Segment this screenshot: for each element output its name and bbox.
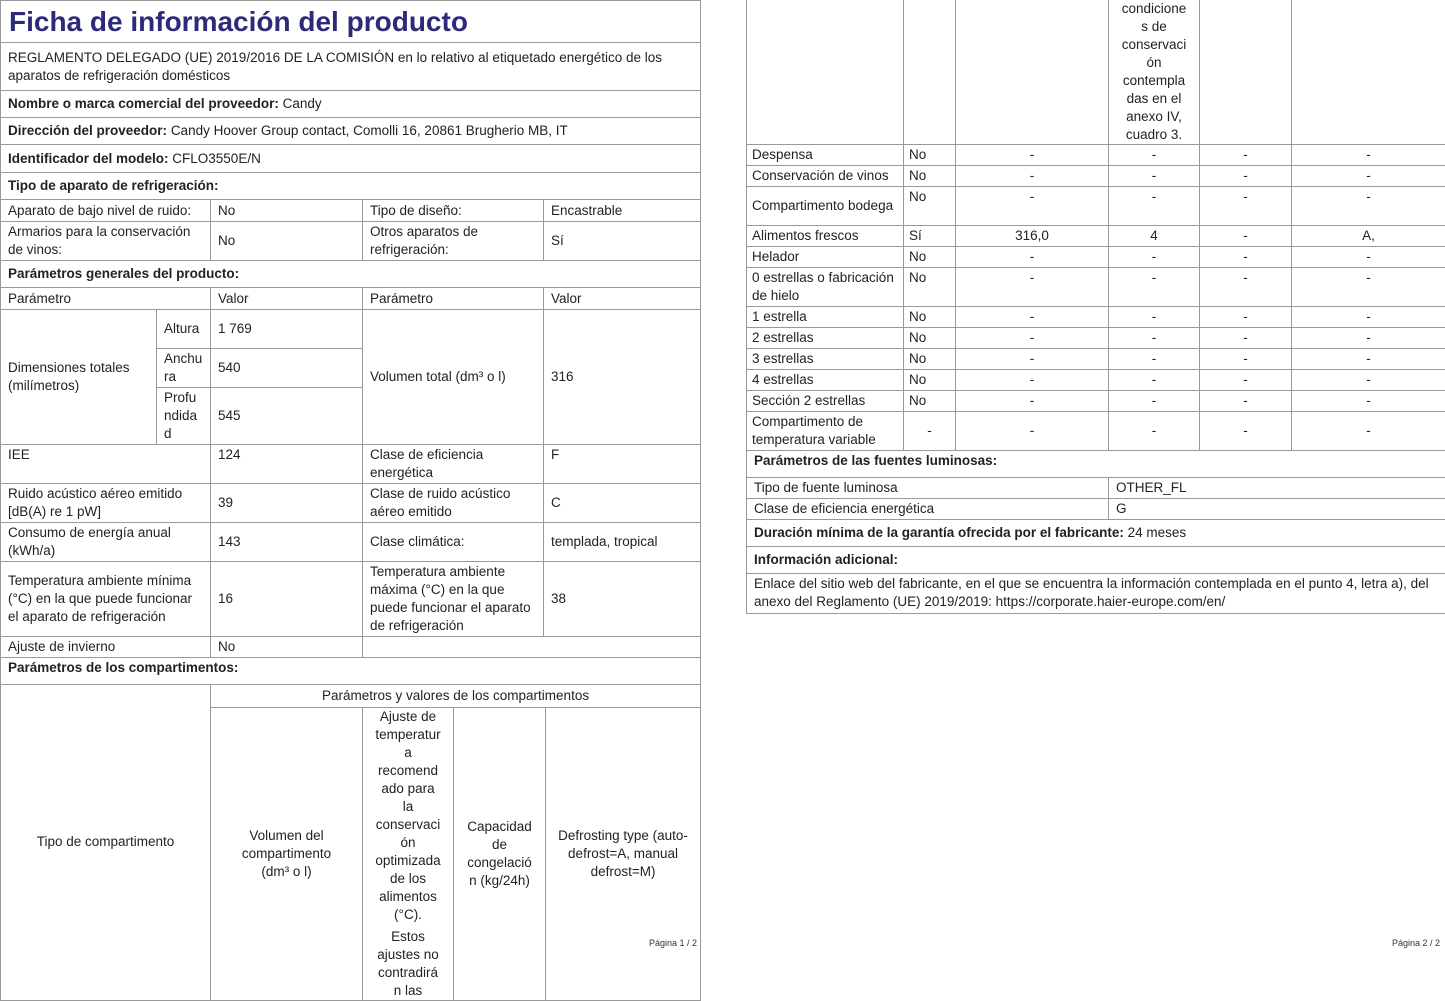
iee-value: 124	[211, 445, 363, 484]
comp-temp: -	[1109, 412, 1200, 451]
table-row	[747, 328, 1445, 349]
comp-present: No	[904, 391, 956, 412]
noise-label: Ruido acústico aéreo emitido [dB(A) re 1 pW]	[1, 484, 211, 523]
comp-temp: -	[1109, 268, 1200, 307]
comp-temp-header-cont-2: condiciones de conservación contempladas en el anexo IV, cuadro 3.	[1109, 0, 1200, 145]
noise-class-value: C	[544, 484, 701, 523]
comp-present: -	[904, 412, 956, 451]
comp-temp: -	[1109, 370, 1200, 391]
additional-row	[747, 573, 1445, 613]
comp-freeze: -	[1200, 268, 1292, 307]
comp-name: 0 estrellas o fabricación de hielo	[747, 268, 904, 307]
comp-defrost: -	[1292, 247, 1445, 268]
comp-volume: -	[956, 247, 1109, 268]
comp-freeze-header: Capacidad de congelación (kg/24h)	[454, 707, 546, 1000]
comp-freeze: -	[1200, 391, 1292, 412]
light-class-value: G	[1109, 498, 1445, 519]
comp-defrost: -	[1292, 307, 1445, 328]
eff-value: F	[544, 445, 701, 484]
cont-empty-3	[956, 0, 1109, 145]
comp-defrost: -	[1292, 145, 1445, 166]
comp-defrost: A,	[1292, 226, 1445, 247]
comp-name: Alimentos frescos	[747, 226, 904, 247]
tmin-label: Temperatura ambiente mínima (°C) en la que puede funcionar el aparato de refrigeración	[1, 562, 211, 637]
cont-empty-5	[1200, 0, 1292, 145]
comp-temp-header: Ajuste de temperatura recomendado para la conservación optimizada de los alimentos (°C).	[375, 708, 441, 924]
additional-heading: Información adicional:	[747, 546, 1445, 573]
address-row	[1, 118, 701, 145]
comp-freeze: -	[1200, 166, 1292, 187]
comp-present: No	[904, 247, 956, 268]
comp-name: 3 estrellas	[747, 349, 904, 370]
table-row	[747, 268, 1445, 307]
comp-defrost: -	[1292, 328, 1445, 349]
comp-volume: -	[956, 391, 1109, 412]
comp-present: No	[904, 166, 956, 187]
comp-volume: -	[956, 412, 1109, 451]
table-row	[747, 226, 1445, 247]
comp-name: Compartimento bodega	[747, 187, 904, 226]
noise-class-label: Clase de ruido acústico aéreo emitido	[363, 484, 544, 523]
climate-label: Clase climática:	[363, 523, 544, 562]
col-param-2: Parámetro	[363, 288, 544, 310]
general-heading: Parámetros generales del producto:	[1, 261, 701, 288]
comp-volume: 316,0	[956, 226, 1109, 247]
comp-temp: -	[1109, 307, 1200, 328]
comp-freeze: -	[1200, 247, 1292, 268]
light-heading: Parámetros de las fuentes luminosas:	[747, 451, 1445, 477]
comp-present: No	[904, 187, 956, 226]
table-row	[747, 145, 1445, 166]
warranty-row	[747, 519, 1445, 546]
comp-present: No	[904, 307, 956, 328]
comp-name: Conservación de vinos	[747, 166, 904, 187]
energy-label: Consumo de energía anual (kWh/a)	[1, 523, 211, 562]
supplier-value: Candy	[283, 96, 322, 111]
iee-label: IEE	[1, 445, 211, 484]
comp-temp: -	[1109, 328, 1200, 349]
table-row	[747, 412, 1445, 451]
depth-label: Profundidad	[157, 388, 211, 445]
height-label: Altura	[157, 310, 211, 349]
comp-temp: -	[1109, 247, 1200, 268]
comp-defrost: -	[1292, 268, 1445, 307]
table-row	[747, 166, 1445, 187]
table-row	[747, 307, 1445, 328]
comp-volume: -	[956, 187, 1109, 226]
cont-empty-2	[904, 0, 956, 145]
eff-label: Clase de eficiencia energética	[363, 445, 544, 484]
comp-present: No	[904, 268, 956, 307]
comp-freeze: -	[1200, 307, 1292, 328]
light-type-label: Tipo de fuente luminosa	[747, 477, 1109, 498]
table-row	[747, 349, 1445, 370]
depth-value: 545	[211, 388, 363, 445]
comp-defrost-header: Defrosting type (auto-defrost=A, manual defrost=M)	[546, 707, 701, 1000]
comp-temp: -	[1109, 349, 1200, 370]
table-row	[747, 370, 1445, 391]
other-value: Sí	[544, 222, 701, 261]
table-row	[747, 391, 1445, 412]
comp-freeze: -	[1200, 370, 1292, 391]
low-noise-label: Aparato de bajo nivel de ruido:	[1, 200, 211, 222]
comp-name: 1 estrella	[747, 307, 904, 328]
comp-name: Compartimento de temperatura variable	[747, 412, 904, 451]
comp-temp: -	[1109, 187, 1200, 226]
comp-freeze: -	[1200, 412, 1292, 451]
comp-present: No	[904, 349, 956, 370]
climate-value: templada, tropical	[544, 523, 701, 562]
comp-defrost: -	[1292, 412, 1445, 451]
col-param: Parámetro	[1, 288, 211, 310]
page-number-1: Página 1 / 2	[649, 938, 697, 948]
comp-freeze: -	[1200, 145, 1292, 166]
comp-name: Sección 2 estrellas	[747, 391, 904, 412]
tmax-value: 38	[544, 562, 701, 637]
winter-value: No	[211, 637, 363, 658]
compartments-table	[746, 0, 1445, 451]
winter-empty	[363, 637, 701, 658]
comp-defrost: -	[1292, 187, 1445, 226]
comp-temp: -	[1109, 145, 1200, 166]
comp-volume: -	[956, 370, 1109, 391]
comp-temp-header-cont: Estos ajustes no contradirán las	[375, 928, 441, 1000]
page-1	[0, 0, 700, 1001]
wine-value: No	[211, 222, 363, 261]
width-label: Anchura	[157, 349, 211, 388]
height-value: 1 769	[211, 310, 363, 349]
table-row	[747, 187, 1445, 226]
address-label: Dirección del proveedor:	[8, 123, 167, 138]
regulation-text: REGLAMENTO DELEGADO (UE) 2019/2016 DE LA COMISIÓN en lo relativo al etiquetado energético de los aparatos de refrigeración domésticos	[1, 43, 701, 91]
address-value: Candy Hoover Group contact, Comolli 16, 20861 Brugherio MB, IT	[171, 123, 568, 138]
comp-volume: -	[956, 166, 1109, 187]
additional-text: Enlace del sitio web del fabricante, en el que se encuentra la información contemplada en el punto 4, letra a), del anexo del Reglamento (UE) 2019/2019:	[754, 576, 1429, 609]
volume-label: Volumen total (dm³ o l)	[363, 310, 544, 445]
manufacturer-link[interactable]: https://corporate.haier-europe.com/en/	[996, 594, 1226, 609]
comp-name: Helador	[747, 247, 904, 268]
page-2	[746, 0, 1445, 614]
model-row	[1, 145, 701, 173]
supplier-label: Nombre o marca comercial del proveedor:	[8, 96, 279, 111]
product-info-table	[0, 0, 701, 685]
light-class-label: Clase de eficiencia energética	[747, 498, 1109, 519]
comp-defrost: -	[1292, 391, 1445, 412]
comp-temp: -	[1109, 166, 1200, 187]
comp-name: 2 estrellas	[747, 328, 904, 349]
design-label: Tipo de diseño:	[363, 200, 544, 222]
other-label: Otros aparatos de refrigeración:	[363, 222, 544, 261]
comp-temp: -	[1109, 391, 1200, 412]
col-value: Valor	[211, 288, 363, 310]
low-noise-value: No	[211, 200, 363, 222]
comp-volume: -	[956, 268, 1109, 307]
cont-empty-1	[747, 0, 904, 145]
compartments-header-table	[0, 685, 701, 1001]
comp-freeze: -	[1200, 328, 1292, 349]
noise-value: 39	[211, 484, 363, 523]
supplier-row	[1, 91, 701, 118]
comp-volume: -	[956, 349, 1109, 370]
comp-volume: -	[956, 145, 1109, 166]
model-value: CFLO3550E/N	[172, 151, 261, 166]
energy-value: 143	[211, 523, 363, 562]
comp-name: 4 estrellas	[747, 370, 904, 391]
comp-freeze: -	[1200, 349, 1292, 370]
volume-value: 316	[544, 310, 701, 445]
comp-defrost: -	[1292, 349, 1445, 370]
comp-present: No	[904, 145, 956, 166]
light-type-value: OTHER_FL	[1109, 477, 1445, 498]
page-title: Ficha de información del producto	[1, 1, 701, 43]
tmin-value: 16	[211, 562, 363, 637]
page-number-2: Página 2 / 2	[1392, 938, 1440, 948]
comp-type-header: Tipo de compartimento	[1, 685, 211, 1000]
comp-freeze: -	[1200, 187, 1292, 226]
winter-label: Ajuste de invierno	[1, 637, 211, 658]
type-heading: Tipo de aparato de refrigeración:	[1, 173, 701, 200]
cont-empty-6	[1292, 0, 1445, 145]
comp-volume: -	[956, 307, 1109, 328]
warranty-label: Duración mínima de la garantía ofrecida por el fabricante:	[754, 525, 1124, 540]
warranty-value: 24 meses	[1128, 525, 1187, 540]
design-value: Encastrable	[544, 200, 701, 222]
comp-present: Sí	[904, 226, 956, 247]
width-value: 540	[211, 349, 363, 388]
comp-freeze: -	[1200, 226, 1292, 247]
comp-heading: Parámetros de los compartimentos:	[1, 658, 701, 685]
comp-params-header: Parámetros y valores de los compartimentos	[211, 685, 701, 707]
comp-defrost: -	[1292, 370, 1445, 391]
comp-present: No	[904, 328, 956, 349]
comp-volume-header: Volumen del compartimento (dm³ o l)	[211, 707, 363, 1000]
col-value-2: Valor	[544, 288, 701, 310]
comp-name: Despensa	[747, 145, 904, 166]
dimensions-label: Dimensiones totales (milímetros)	[1, 310, 157, 445]
comp-volume: -	[956, 328, 1109, 349]
comp-temp-header-cell	[363, 707, 454, 1000]
tmax-label: Temperatura ambiente máxima (°C) en la que puede funcionar el aparato de refrigeración	[363, 562, 544, 637]
comp-temp: 4	[1109, 226, 1200, 247]
comp-defrost: -	[1292, 166, 1445, 187]
comp-present: No	[904, 370, 956, 391]
wine-label: Armarios para la conservación de vinos:	[1, 222, 211, 261]
light-table	[746, 451, 1445, 614]
table-row	[747, 247, 1445, 268]
model-label: Identificador del modelo:	[8, 151, 169, 166]
